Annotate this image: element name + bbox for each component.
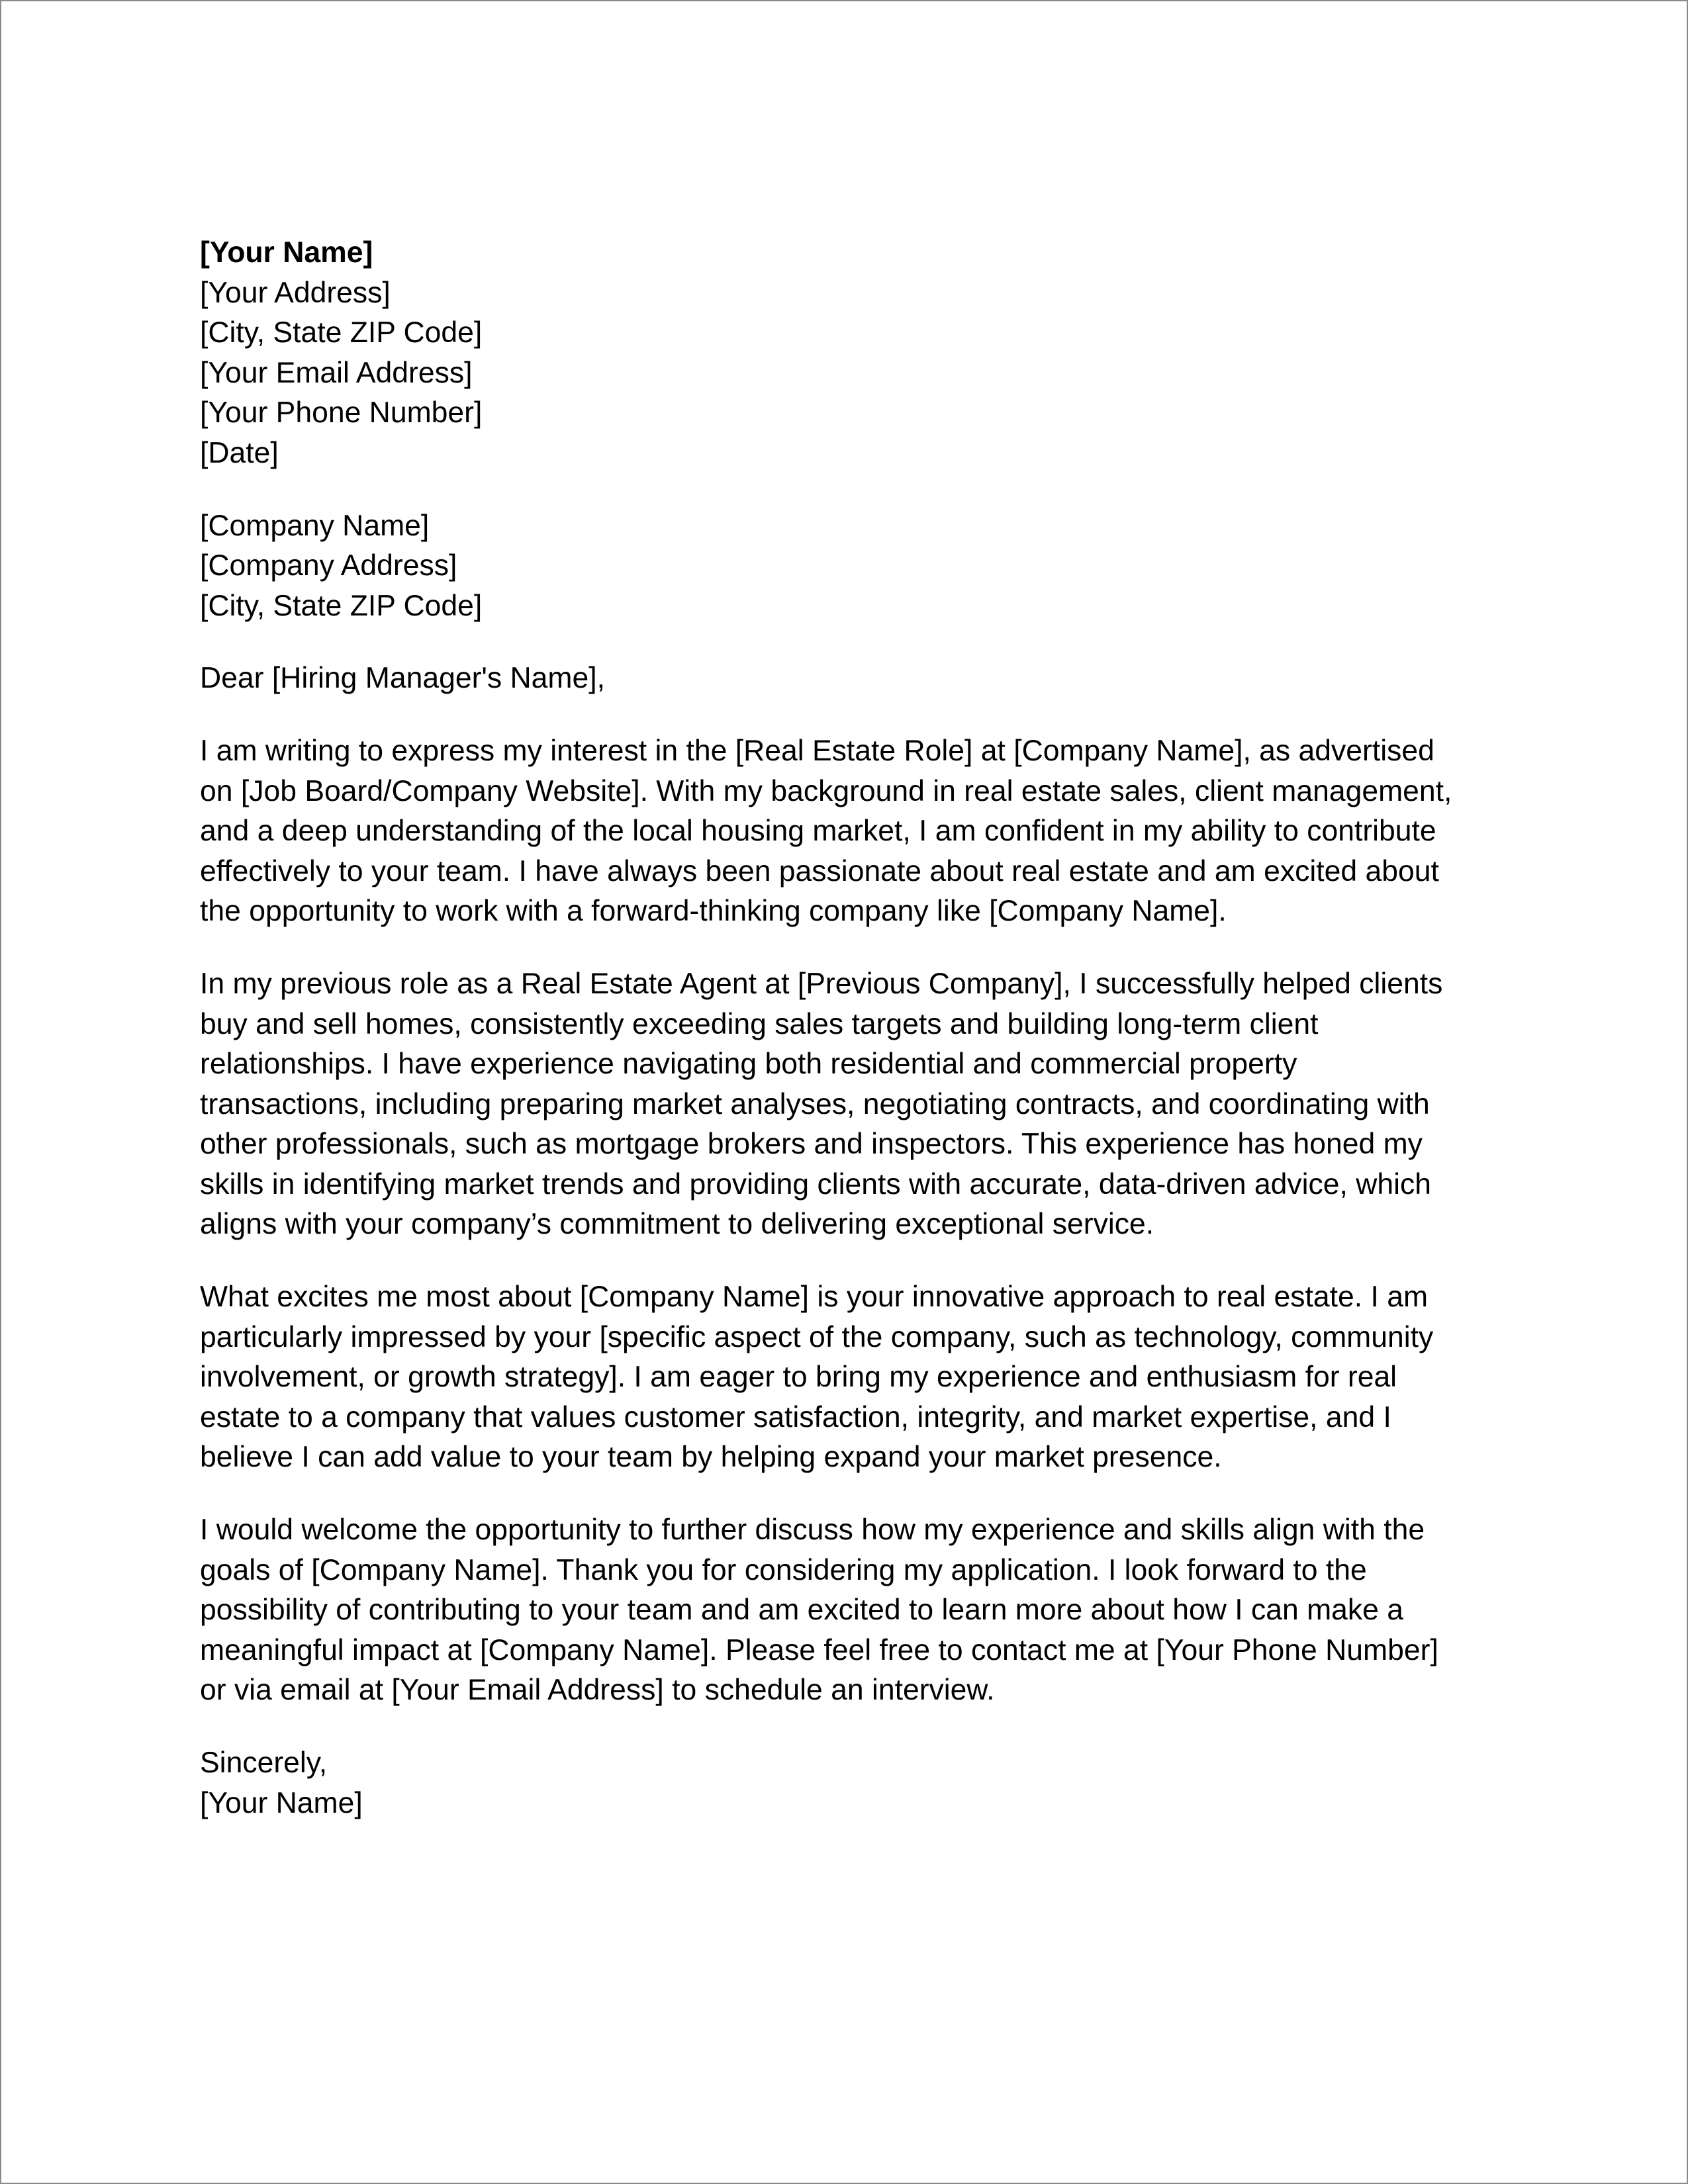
paragraph-line: estate to a company that values customer satisfaction, integrity, and market expertise, and I [200, 1400, 1391, 1433]
salutation-block [200, 659, 1497, 699]
recipient-company-address: [Company Address] [200, 549, 457, 582]
body-paragraph-4 [200, 1510, 1497, 1711]
recipient-company-name: [Company Name] [200, 509, 430, 542]
salutation: Dear [Hiring Manager's Name], [200, 662, 605, 695]
paragraph-line: on [Job Board/Company Website]. With my background in real estate sales, client management, [200, 774, 1452, 807]
letter-content [200, 233, 1497, 1823]
paragraph-line: In my previous role as a Real Estate Agent at [Previous Company], I successfully helped clients [200, 967, 1443, 1000]
paragraph-line: I am writing to express my interest in the [Real Estate Role] at [Company Name], as advertised [200, 734, 1434, 767]
sender-address: [Your Address] [200, 276, 391, 309]
recipient-city-state-zip: [City, State ZIP Code] [200, 589, 483, 622]
paragraph-line: the opportunity to work with a forward-thinking company like [Company Name]. [200, 895, 1227, 928]
paragraph-line: relationships. I have experience navigating both residential and commercial property [200, 1048, 1297, 1081]
paragraph-line: particularly impressed by your [specific aspect of the company, such as technology, community [200, 1320, 1434, 1353]
sender-city-state-zip: [City, State ZIP Code] [200, 316, 483, 349]
paragraph-line: other professionals, such as mortgage brokers and inspectors. This experience has honed my [200, 1128, 1423, 1161]
sender-phone: [Your Phone Number] [200, 396, 483, 430]
sender-block [200, 233, 1497, 474]
paragraph-line: and a deep understanding of the local housing market, I am confident in my ability to contribute [200, 815, 1436, 848]
signature-name: [Your Name] [200, 1786, 363, 1819]
letter-date: [Date] [200, 436, 279, 469]
paragraph-line: skills in identifying market trends and providing clients with accurate, data-driven advice, which [200, 1167, 1432, 1201]
paragraph-line: possibility of contributing to your team and am excited to learn more about how I can make a [200, 1594, 1404, 1627]
paragraph-line: believe I can add value to your team by helping expand your market presence. [200, 1441, 1222, 1474]
sender-email: [Your Email Address] [200, 356, 473, 389]
body-paragraph-2 [200, 964, 1497, 1245]
paragraph-line: meaningful impact at [Company Name]. Please feel free to contact me at [Your Phone Number] [200, 1633, 1438, 1666]
paragraph-line: effectively to your team. I have always been passionate about real estate and am excited about [200, 854, 1439, 887]
sender-name: [Your Name] [200, 236, 373, 269]
closing-block [200, 1743, 1497, 1823]
recipient-block [200, 506, 1497, 627]
paragraph-line: involvement, or growth strategy]. I am eager to bring my experience and enthusiasm for real [200, 1361, 1397, 1394]
paragraph-line: aligns with your company’s commitment to delivering exceptional service. [200, 1208, 1154, 1241]
paragraph-line: buy and sell homes, consistently exceeding sales targets and building long-term client [200, 1007, 1319, 1040]
paragraph-line: or via email at [Your Email Address] to schedule an interview. [200, 1674, 995, 1707]
valediction: Sincerely, [200, 1747, 328, 1779]
body-paragraph-1 [200, 731, 1497, 932]
paragraph-line: What excites me most about [Company Name] is your innovative approach to real estate. I am [200, 1281, 1429, 1314]
paragraph-line: transactions, including preparing market analyses, negotiating contracts, and coordinating with [200, 1087, 1430, 1120]
paragraph-line: goals of [Company Name]. Thank you for considering my application. I look forward to the [200, 1553, 1367, 1586]
paragraph-line: I would welcome the opportunity to further discuss how my experience and skills align with the [200, 1514, 1425, 1547]
body-paragraph-3 [200, 1277, 1497, 1478]
